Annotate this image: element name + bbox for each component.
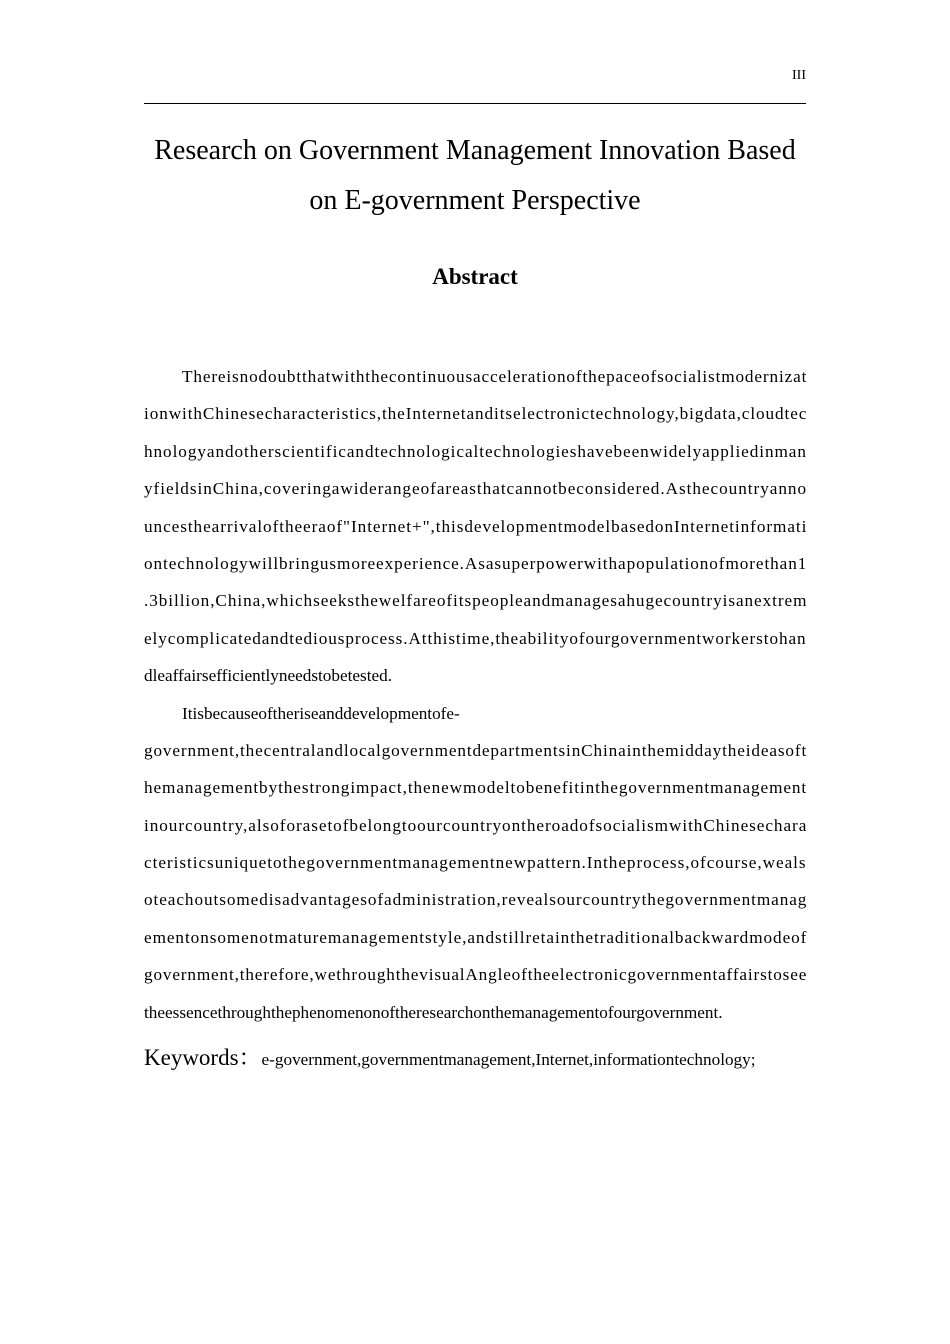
paragraph-line: cteristicsuniquetothegovernmentmanagementnewpattern.Intheprocess,ofcourse,weals bbox=[144, 853, 807, 873]
paragraph-line: hnologyandotherscientificandtechnologicaltechnologieshavebeenwidelyappliedinman bbox=[144, 441, 807, 461]
paragraph-line: government,therefore,wethroughthevisualAngleoftheelectronicgovernmentaffairstosee bbox=[144, 965, 808, 985]
paragraph-line: yfieldsinChina,coveringawiderangeofareasthatcannotbeconsidered.Asthecountryanno bbox=[144, 479, 808, 499]
keywords-label: Keywords： bbox=[144, 1045, 262, 1070]
paragraph-line: dleaffairsefficientlyneedstobetested. bbox=[144, 666, 393, 686]
paragraph-line: Thereisnodoubtthatwiththecontinuousaccelerationofthepaceofsocialistmodernizat bbox=[182, 367, 808, 386]
paragraph-line: ontechnologywillbringusmoreexperience.Asasuperpowerwithapopulationofmorethan1 bbox=[144, 553, 808, 573]
paragraph-line: inourcountry,alsoforasetofbelongtoourcountryontheroadofsocialismwithChinesechara bbox=[144, 815, 808, 835]
title-line-1: Research on Government Management Innovation Based bbox=[154, 135, 796, 166]
abstract-paragraph-1 bbox=[144, 358, 806, 695]
paragraph-line: ionwithChinesecharacteristics,theInternetanditselectronictechnology,bigdata,cloudtec bbox=[144, 404, 808, 424]
page-title bbox=[120, 126, 830, 226]
abstract-paragraph-2 bbox=[144, 695, 806, 1032]
paragraph-line: government,thecentralandlocalgovernmentdepartmentsinChinainthemiddaytheideasoft bbox=[144, 740, 808, 760]
page-number: III bbox=[792, 68, 806, 83]
abstract-heading: Abstract bbox=[432, 264, 518, 289]
paragraph-line: oteachoutsomedisadvantagesofadministration,revealsourcountrythegovernmentmanag bbox=[144, 890, 808, 910]
paragraph-line: uncesthearrivaloftheeraof"Internet+",thisdevelopmentmodelbasedonInternetinformati bbox=[144, 516, 808, 536]
header-rule bbox=[144, 103, 806, 104]
paragraph-line: Itisbecauseoftheriseanddevelopmentofe- bbox=[182, 703, 460, 723]
keywords bbox=[144, 1040, 824, 1079]
paragraph-line: .3billion,China,whichseeksthewelfareofitspeopleandmanagesahugecountryisanextrem bbox=[144, 591, 808, 611]
keywords-text: e-government,governmentmanagement,Internet,informationtechnology; bbox=[261, 1050, 756, 1069]
paragraph-line: theessencethroughthephenomenonoftheresearchonthemanagementofourgovernment. bbox=[144, 1002, 723, 1022]
paragraph-line: ementonsomenotmaturemanagementstyle,andstillretainthetraditionalbackwardmodeof bbox=[144, 927, 808, 947]
paragraph-line: hemanagementbythestrongimpact,thenewmodeltobenefitinthegovernmentmanagement bbox=[144, 778, 808, 798]
paragraph-line: elycomplicatedandtediousprocess.Atthistime,theabilityofourgovernmentworkerstohan bbox=[144, 628, 807, 648]
abstract-body bbox=[144, 358, 806, 1031]
title-line-2: on E-government Perspective bbox=[309, 185, 641, 216]
